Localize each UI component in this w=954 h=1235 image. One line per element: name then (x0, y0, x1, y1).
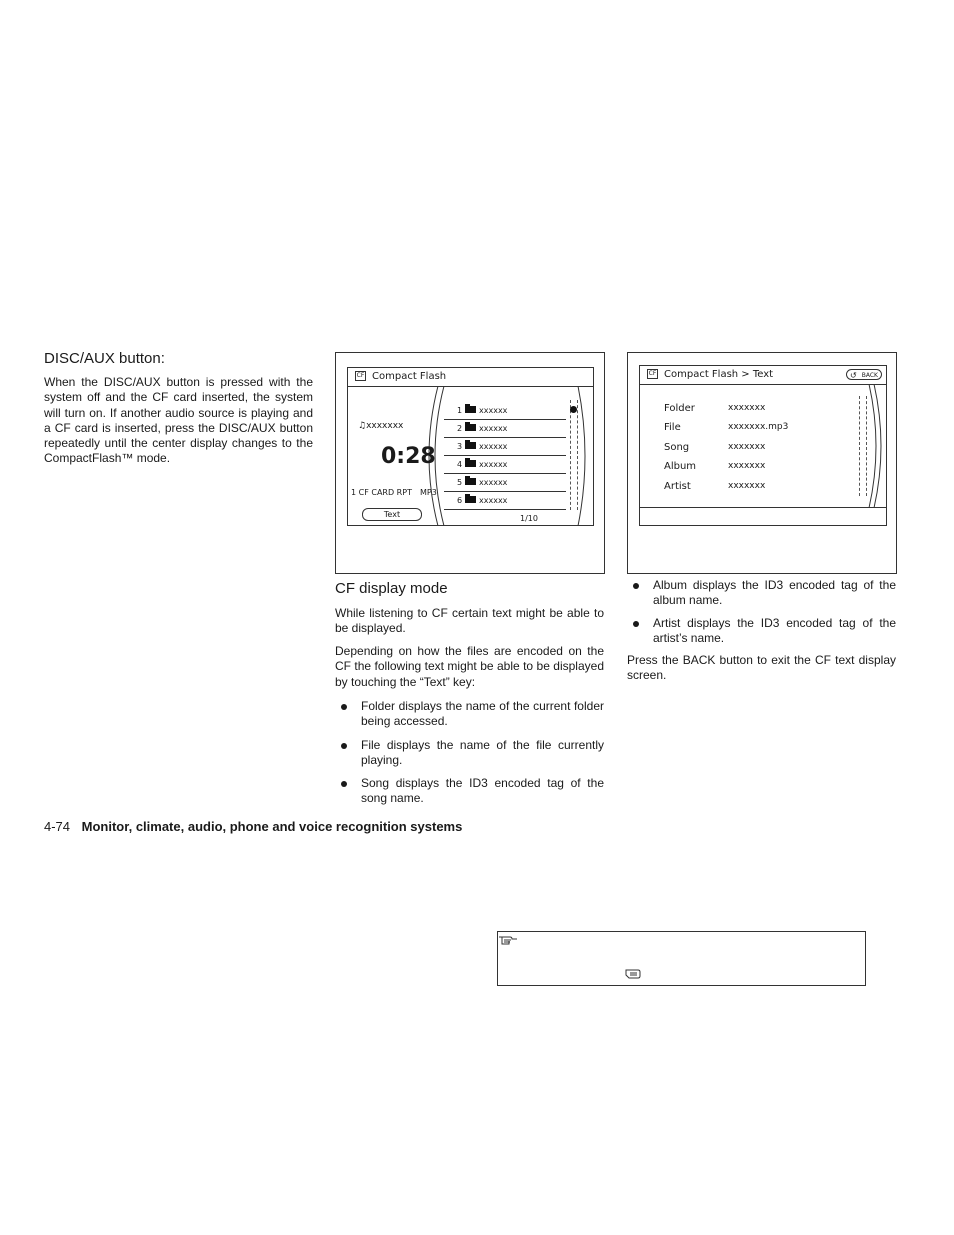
pointing-hand-icon (498, 934, 518, 946)
field-label: File (664, 422, 681, 433)
field-label: Album (664, 461, 697, 472)
folder-icon (465, 442, 476, 449)
scrollbar[interactable] (859, 396, 867, 496)
cf-paragraph-2: Depending on how the files are encoded on the CF the following text might be able to be displayed by touching the “Text” key: (335, 644, 604, 689)
cf-card-icon: CF (356, 372, 365, 379)
field-value: xxxxxxx (728, 403, 766, 413)
playback-time: 0:28 (381, 444, 436, 469)
field-value: xxxxxxx (728, 481, 766, 491)
field-label: Artist (664, 481, 691, 492)
cf-text-figure (627, 352, 897, 574)
list-item: Artist displays the ID3 encoded tag of the artist’s name. (627, 616, 896, 647)
disc-aux-paragraph: When the DISC/AUX button is pressed with the system off and the CF card inserted, the system will turn on. If another audio source is playing and a CF card is inserted, press the DISC/AUX button repeatedly until the center display changes to the CompactFlash™ mode. (44, 375, 313, 466)
section-title: Monitor, climate, audio, phone and voice recognition systems (81, 819, 463, 834)
divider (640, 507, 886, 508)
file-row[interactable]: 2 xxxxxx (444, 419, 566, 438)
disc-aux-heading: DISC/AUX button: (44, 350, 165, 367)
right-curve (576, 386, 592, 526)
field-value: xxxxxxx (728, 461, 766, 471)
bullet-icon (633, 583, 639, 589)
folder-icon (465, 478, 476, 485)
file-row[interactable]: 5 xxxxxx (444, 473, 566, 492)
screen-title: Compact Flash > Text (664, 369, 774, 380)
bullet-icon (341, 743, 347, 749)
folder-icon (465, 496, 476, 503)
folder-icon (465, 460, 476, 467)
cf-text-screen (639, 365, 887, 526)
back-arrow-icon: ↺ (850, 371, 857, 380)
cf-bullet-list (335, 699, 604, 807)
field-value: xxxxxxx (728, 442, 766, 452)
list-item: Folder displays the name of the current folder being accessed. (335, 699, 604, 730)
field-value: xxxxxxx.mp3 (728, 422, 789, 432)
right-curve (867, 384, 885, 508)
back-button[interactable]: ↺ BACK (846, 369, 882, 380)
folder-icon (465, 424, 476, 431)
bullet-icon (341, 704, 347, 710)
field-label: Song (664, 442, 690, 453)
track-name: ♫xxxxxxx (358, 421, 404, 431)
file-row[interactable]: 1 xxxxxx (444, 401, 566, 420)
file-list (444, 401, 566, 527)
cf-main-screen (347, 367, 594, 526)
screen-title: Compact Flash (372, 371, 447, 382)
page-indicator: 1/10 (520, 514, 538, 523)
bullet-icon (341, 781, 347, 787)
list-item: File displays the name of the file currently playing. (335, 738, 604, 769)
screen-title-bar (640, 366, 886, 385)
field-label: Folder (664, 403, 695, 414)
folder-icon (465, 406, 476, 413)
page-number: 4-74 (44, 819, 71, 834)
cf-card-icon: CF (648, 370, 657, 377)
cf-display-figure (335, 352, 605, 574)
cf-status: 1 CF CARD RPT (351, 488, 412, 497)
list-item: Song displays the ID3 encoded tag of the song name. (335, 776, 604, 807)
right-bullet-list (627, 578, 896, 646)
reference-box (497, 931, 866, 986)
back-paragraph: Press the BACK button to exit the CF text display screen. (627, 653, 896, 683)
screen-title-bar (348, 368, 593, 387)
file-row[interactable]: 4 xxxxxx (444, 455, 566, 474)
text-button[interactable]: Text (362, 508, 422, 521)
cf-display-mode-heading: CF display mode (335, 580, 448, 597)
list-item: Album displays the ID3 encoded tag of the album name. (627, 578, 896, 609)
file-row[interactable]: 6 xxxxxx (444, 491, 566, 510)
hand-icon (625, 967, 643, 979)
cf-paragraph-1: While listening to CF certain text might be able to be displayed. (335, 606, 604, 636)
file-row[interactable]: 3 xxxxxx (444, 437, 566, 456)
bullet-icon (633, 621, 639, 627)
page-footer (44, 819, 462, 834)
format-label: MP3 (420, 488, 437, 497)
